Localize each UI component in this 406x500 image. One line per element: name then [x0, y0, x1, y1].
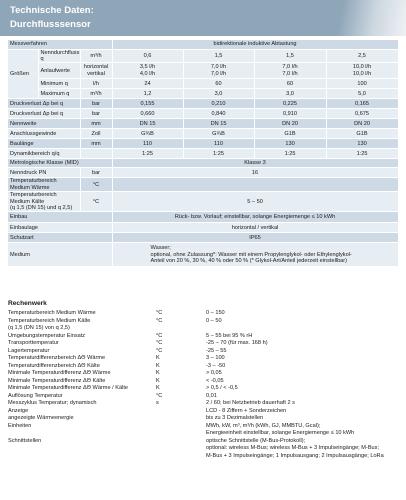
rechenwerk-row-label: Minimale Temperaturdifferenz ΔΘ Wärme / Kälte — [8, 385, 128, 391]
label-temp-waerme: Temperaturbereich Medium Wärme — [8, 178, 80, 192]
cell-nenn-2: 1,5 — [183, 49, 254, 63]
rechenwerk-row-unit: s — [156, 400, 159, 406]
rechenwerk-row-value: 3 – 100 — [206, 355, 225, 361]
label-minimum: Minimum q — [38, 79, 80, 89]
rechenwerk-row — [8, 348, 398, 356]
rechenwerk-row-label: Minimale Temperaturdifferenz ΔΘ Wärme — [8, 370, 111, 376]
rechenwerk-row — [8, 385, 398, 393]
cell-bl-2: 110 — [183, 139, 254, 149]
rechenwerk-row-value: -25 – 70 (für max. 168 h) — [206, 340, 268, 346]
value-temp-kaelte: 5 – 50 — [112, 192, 398, 212]
rechenwerk-row — [8, 310, 398, 318]
unit-temp-waerme: °C — [80, 178, 112, 192]
rechenwerk-row — [8, 318, 398, 326]
label-dynamikbereich: Dynamikbereich q/q — [8, 149, 80, 159]
rechenwerk-row-value: -25 – 55 — [206, 347, 227, 354]
rechenwerk-title: Rechenwerk — [8, 300, 47, 307]
medium-line1: Wasser; — [150, 245, 171, 252]
row-nenndruck — [8, 168, 398, 178]
rechenwerk-row-unit: °C — [156, 392, 163, 399]
rechenwerk-row-value: 0 – 150 — [206, 310, 225, 316]
cell-bl-1: 110 — [112, 139, 183, 149]
cell-min-4: 100 — [326, 79, 398, 89]
rechenwerk-row-label: Minimale Temperaturdifferenz ΔΘ Kälte — [8, 377, 106, 384]
rechenwerk-row-value: M-Bus + 3 Impulseingänge; 1 Impulsausgang; 2 Impulsausgänge; LoRa — [206, 452, 384, 459]
row-medium — [8, 243, 398, 267]
rechenwerk-row-label: Temperaturdifferenzbereich ΔΘ Wärme — [8, 355, 106, 361]
rechenwerk-row-value: bis zu 3 Dezimalstellen — [206, 415, 264, 421]
row-baulaenge — [8, 139, 398, 149]
rechenwerk-row-label: Anzeige — [8, 407, 29, 414]
rechenwerk-row-label: Lagertemperatur — [8, 347, 50, 354]
row-schutzart — [8, 233, 398, 243]
rechenwerk-row-label: Messzyklus Temperatur; dynamisch — [8, 400, 97, 406]
unit-nenndurchfluss: m³/h — [80, 49, 112, 63]
cell-nenn-4: 2,5 — [326, 49, 398, 63]
cell-nw-2: DN 15 — [183, 119, 254, 129]
cell-nenn-1: 0,6 — [112, 49, 183, 63]
cell-bl-4: 130 — [326, 139, 398, 149]
label-medium: Medium — [8, 243, 112, 267]
row-temp-kaelte — [8, 192, 398, 212]
row-einbau — [8, 212, 398, 223]
rechenwerk-row — [8, 363, 398, 371]
rechenwerk-row-label: angezeigte Wärmeenergie — [8, 415, 74, 421]
label-metrologische-klasse: Metrologische Klasse (MID) — [8, 159, 112, 168]
rechenwerk-row-value: 5 – 55 bei 95 % rH — [206, 332, 253, 339]
row-anlaufwerte — [8, 63, 398, 79]
rechenwerk-row-label: Transporttemperatur — [8, 340, 59, 346]
rechenwerk-row-value: > 0,05 — [206, 370, 222, 376]
row-druckverlust-2 — [8, 109, 398, 119]
rechenwerk-row — [8, 423, 398, 431]
anlauf-v-3: 7,0 l/h — [282, 70, 298, 77]
cell-dy-1: 1:25 — [112, 149, 183, 159]
temp-kaelte-line1: Temperaturbereich Medium Kälte — [10, 192, 57, 205]
label-anlaufwerte: Anlaufwerte — [38, 63, 80, 79]
anlauf-v-2: 7,0 l/h — [210, 70, 227, 77]
value-nenndruck: 16 — [112, 168, 398, 178]
value-messverfahren: bidirektionale induktive Abtastung — [112, 40, 398, 49]
rechenwerk-row — [8, 408, 398, 416]
rechenwerk-row-unit: K — [156, 370, 160, 376]
rechenwerk-row-label: Temperaturdifferenzbereich ΔΘ Kälte — [8, 362, 100, 369]
cell-dy-2: 1:25 — [183, 149, 254, 159]
spec-table — [8, 40, 399, 267]
label-nenndruck: Nenndruck PN — [8, 168, 80, 178]
rechenwerk-row-label: Auflösung Temperatur — [8, 392, 63, 399]
rechenwerk-row — [8, 355, 398, 363]
cell-max-4: 5,0 — [326, 89, 398, 99]
value-schutzart: IP65 — [112, 233, 398, 243]
unit-maximum: m³/h — [80, 89, 112, 99]
cell-ag-2: G¾B — [183, 129, 254, 139]
rechenwerk-row — [8, 400, 398, 408]
label-anschlussgewinde: Anschlussgewinde — [8, 129, 80, 139]
cell-min-1: 24 — [112, 79, 183, 89]
value-temp-waerme — [112, 178, 398, 192]
row-minimum — [8, 79, 398, 89]
medium-line2: optional, ohne Zulassung*: Wasser mit einem Propylenglykol- oder Ethylenglykol- — [150, 251, 352, 258]
row-temp-waerme — [8, 178, 398, 192]
cell-nw-1: DN 15 — [112, 119, 183, 129]
rechenwerk-list — [8, 310, 398, 460]
row-metrologische-klasse — [8, 159, 398, 168]
anlauf-h-2: 7,0 l/h — [210, 64, 227, 71]
unit-baulaenge: mm — [80, 139, 112, 149]
rechenwerk-row-value: 0,01 — [206, 392, 217, 399]
row-messverfahren — [8, 40, 398, 49]
cell-nenn-3: 1,5 — [254, 49, 326, 63]
label-schutzart: Schutzart — [8, 233, 112, 243]
rechenwerk-row — [8, 378, 398, 386]
cell-dv2-4: 0,675 — [326, 109, 398, 119]
unit-nennweite: mm — [80, 119, 112, 129]
cell-max-2: 3,0 — [183, 89, 254, 99]
rechenwerk-row — [8, 430, 398, 438]
rechenwerk-row-unit: °C — [156, 332, 163, 339]
header-subtitle: Durchflusssensor — [10, 19, 91, 30]
unit-druckverlust-2: bar — [80, 109, 112, 119]
cell-ag-3: G1B — [254, 129, 326, 139]
unit-temp-kaelte: °C — [80, 192, 112, 212]
value-medium — [112, 243, 398, 267]
label-druckverlust-1: Druckverlust Δp bei q — [8, 99, 80, 109]
label-nenndurchfluss: Nenndurchfluss q — [38, 49, 80, 63]
rechenwerk-row — [8, 415, 398, 423]
cell-max-3: 3,0 — [254, 89, 326, 99]
rechenwerk-row-value: > 0,5 / < -0,5 — [206, 385, 238, 391]
row-anschlussgewinde — [8, 129, 398, 139]
cell-ag-1: G¾B — [112, 129, 183, 139]
anlauf-h-3: 7,0 l/h — [282, 64, 298, 71]
label-druckverlust-2: Druckverlust Δp bei q — [8, 109, 80, 119]
value-einbaulage: horizontal / vertikal — [112, 223, 398, 233]
cell-ag-4: G1B — [326, 129, 398, 139]
rechenwerk-row-unit: °C — [156, 347, 163, 354]
rechenwerk-row-label: Einheiten — [8, 422, 32, 429]
cell-nw-4: DN 20 — [326, 119, 398, 129]
label-messverfahren: Messverfahren — [8, 40, 112, 49]
cell-dy-4: 1:25 — [326, 149, 398, 159]
rechenwerk-row-unit: K — [156, 355, 160, 361]
cell-anlauf-2 — [183, 63, 254, 79]
cell-dy-3: 1:25 — [254, 149, 326, 159]
cell-min-2: 60 — [183, 79, 254, 89]
cell-max-1: 1,2 — [112, 89, 183, 99]
cell-anlauf-1 — [112, 63, 183, 79]
rechenwerk-row-value: 2 / 60; bei Netzbetrieb dauerhaft 2 s — [206, 400, 295, 406]
rechenwerk-row-unit: K — [156, 362, 160, 369]
cell-dv1-2: 0,210 — [183, 99, 254, 109]
rechenwerk-row — [8, 370, 398, 378]
rechenwerk-row-label: (q 1,5 (DN 15) von q 2,5) — [8, 325, 70, 331]
cell-dv2-1: 0,660 — [112, 109, 183, 119]
unit-druckverlust-1: bar — [80, 99, 112, 109]
unit-anschlussgewinde: Zoll — [80, 129, 112, 139]
rechenwerk-row-unit: K — [156, 385, 160, 391]
rechenwerk-row — [8, 453, 398, 461]
row-nenndurchfluss — [8, 49, 398, 63]
rechenwerk-row — [8, 393, 398, 401]
temp-kaelte-line2: (q 1,5 (DN 15) und q 2,5) — [10, 205, 73, 212]
label-nennweite: Nennweite — [8, 119, 80, 129]
unit-vertikal: vertikal — [87, 70, 105, 77]
rechenwerk-row-unit: K — [156, 377, 160, 384]
row-einbaulage — [8, 223, 398, 233]
cell-dv1-3: 0,225 — [254, 99, 326, 109]
rechenwerk-row-value: MWh, kW, m³, m³/h (kWh, GJ, MMBTU, Gcal); — [206, 422, 321, 429]
unit-dynamikbereich — [80, 149, 112, 159]
label-einbaulage: Einbaulage — [8, 223, 112, 233]
cell-dv1-4: 0,165 — [326, 99, 398, 109]
rechenwerk-row-label: Schnittstellen — [8, 437, 42, 444]
label-baulaenge: Baulänge — [8, 139, 80, 149]
unit-minimum: l/h — [80, 79, 112, 89]
rechenwerk-row — [8, 445, 398, 453]
value-metrologische-klasse: Klasse 3 — [112, 159, 398, 168]
rechenwerk-row — [8, 438, 398, 446]
anlauf-h-1: 3,5 l/h — [139, 64, 156, 71]
rechenwerk-row-value: -3 – -50 — [206, 362, 226, 369]
label-groessen: Größen — [8, 49, 38, 99]
medium-line3: Anteil von 20 %, 30 %, 40 % oder 50 % (* Glykol-Art/Anteil jederzeit einstellbar) — [150, 258, 348, 265]
cell-dv1-1: 0,155 — [112, 99, 183, 109]
anlauf-v-1: 4,0 l/h — [139, 70, 156, 77]
rechenwerk-row — [8, 325, 398, 333]
rechenwerk-row-value: Energieeinheit einstellbar, solange Energiemenge ≤ 10 kWh — [206, 430, 355, 436]
page-header — [0, 0, 406, 36]
cell-bl-3: 130 — [254, 139, 326, 149]
rechenwerk-row-label: Temperaturbereich Medium Kälte — [8, 317, 91, 324]
rechenwerk-row-label: Umgebungstemperatur Einsatz — [8, 332, 86, 339]
unit-nenndruck: bar — [80, 168, 112, 178]
rechenwerk-row — [8, 340, 398, 348]
row-nennweite — [8, 119, 398, 129]
label-temp-kaelte — [8, 192, 80, 212]
cell-min-3: 60 — [254, 79, 326, 89]
cell-anlauf-3 — [254, 63, 326, 79]
row-dynamikbereich — [8, 149, 398, 159]
rechenwerk-row — [8, 333, 398, 341]
header-title: Technische Daten: — [10, 5, 94, 16]
rechenwerk-row-unit: °C — [156, 317, 163, 324]
unit-horizontal: horizontal — [83, 64, 109, 71]
cell-dv2-2: 0,840 — [183, 109, 254, 119]
rechenwerk-row-value: LCD - 8 Ziffern + Sonderzeichen — [206, 407, 287, 414]
cell-nw-3: DN 20 — [254, 119, 326, 129]
rechenwerk-row-unit: °C — [156, 340, 163, 346]
anlauf-v-4: 10,0 l/h — [352, 70, 372, 77]
rechenwerk-row-label: Temperaturbereich Medium Wärme — [8, 310, 96, 316]
rechenwerk-row-value: 0 – 50 — [206, 317, 222, 324]
value-einbau: Rück- bzw. Vorlauf; einstellbar, solange Energiemenge ≤ 10 kWh — [112, 212, 398, 223]
row-maximum — [8, 89, 398, 99]
rechenwerk-row-value: < -0,05 — [206, 377, 224, 384]
anlauf-h-4: 10,0 l/h — [352, 64, 372, 71]
header-swoosh — [326, 0, 406, 36]
unit-anlaufwerte — [80, 63, 112, 79]
label-einbau: Einbau — [8, 212, 112, 223]
row-druckverlust-1 — [8, 99, 398, 109]
rechenwerk-section — [8, 300, 398, 460]
cell-anlauf-4 — [326, 63, 398, 79]
rechenwerk-row-value: optional: wireless M-Bus; wireless M-Bus + 3 Impulseingänge; M-Bus; — [206, 445, 380, 451]
rechenwerk-row-unit: °C — [156, 310, 163, 316]
label-maximum: Maximum q — [38, 89, 80, 99]
rechenwerk-row-value: optische Schnittstelle (M-Bus-Protokoll); — [206, 437, 306, 444]
cell-dv2-3: 0,910 — [254, 109, 326, 119]
